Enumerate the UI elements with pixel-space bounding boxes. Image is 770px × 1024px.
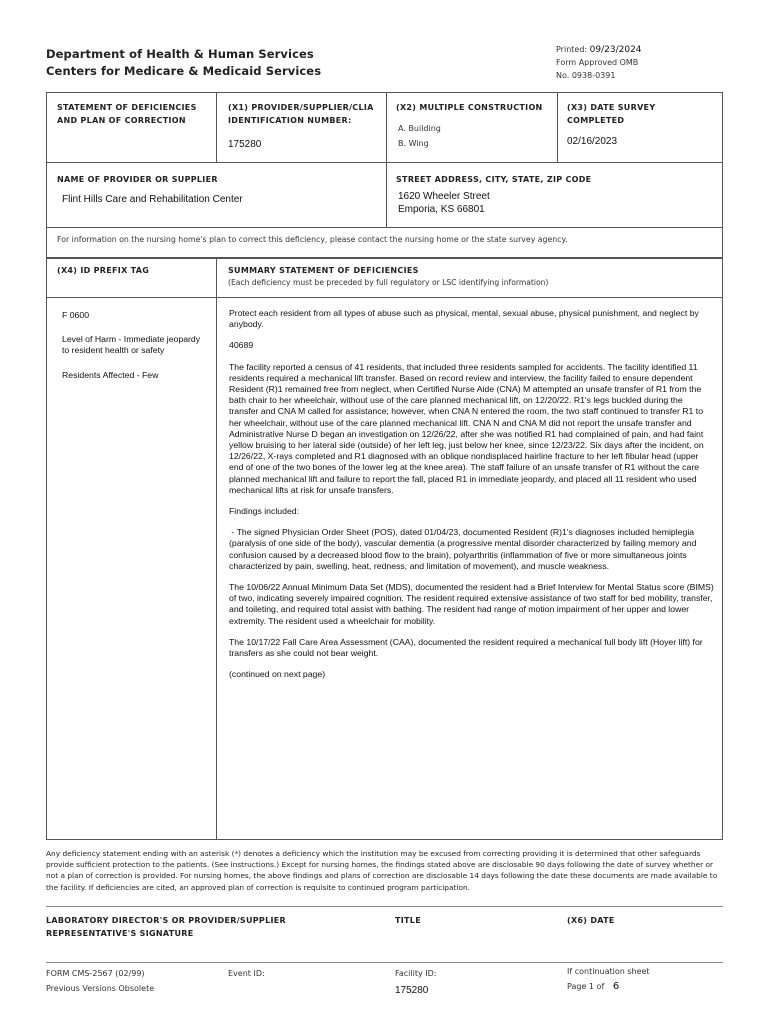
obsolete-note: Previous Versions Obsolete: [46, 984, 155, 993]
paragraph: Findings included:: [229, 506, 300, 517]
info-line: For information on the nursing home's plan to correct this deficiency, please contact the nursing home or the state survey agency.: [57, 235, 568, 244]
x1-value: 175280: [228, 139, 262, 150]
summary-sub: (Each deficiency must be preceded by full regulatory or LSC identifying information): [228, 278, 549, 287]
x2-building: A. Building: [398, 124, 441, 133]
paragraph: (continued on next page): [229, 669, 326, 680]
address-label: STREET ADDRESS, CITY, STATE, ZIP CODE: [396, 175, 592, 184]
form-approved: Form Approved OMB: [556, 58, 639, 67]
page-label: Page 1 of: [567, 982, 605, 991]
page-total: 6: [612, 981, 620, 992]
agency-name: Department of Health & Human Services: [46, 47, 314, 61]
facility-value: 175280: [395, 985, 429, 996]
continuation-note: If continuation sheet: [567, 967, 650, 976]
harm-level: Level of Harm - Immediate jeopardy to resident health or safety: [62, 334, 201, 356]
omb-number: No. 0938-0391: [556, 71, 616, 80]
paragraph: Protect each resident from all types of abuse such as physical, mental, sexual abuse, physical punishment, and neglect by anybody.: [229, 308, 699, 330]
x2-wing: B. Wing: [398, 139, 429, 148]
facility-label: Facility ID:: [395, 969, 437, 978]
x2-label: (X2) MULTIPLE CONSTRUCTION: [396, 103, 543, 112]
date-label: (X6) DATE: [567, 916, 615, 925]
summary-text: [229, 308, 714, 690]
x1-label: (X1) PROVIDER/SUPPLIER/CLIA IDENTIFICATION NUMBER:: [228, 103, 374, 125]
page-counter: [567, 981, 619, 992]
agency-subname: Centers for Medicare & Medicaid Services: [46, 64, 322, 78]
provider-value: Flint Hills Care and Rehabilitation Center: [62, 194, 243, 205]
printed-row: [556, 45, 642, 55]
address-line2: Emporia, KS 66801: [398, 204, 485, 215]
statement-label: STATEMENT OF DEFICIENCIES AND PLAN OF CORRECTION: [57, 103, 197, 125]
paragraph: The facility reported a census of 41 residents, that included three residents sampled for accidents. The facility identified 11 residents required a mechanical lift transfer. Based on record review and interview, the facility failed to ensure dependent Resident (R)1 remained free from neglect, when Certified Nurse Aide (CNA) M attempted an unsafe transfer of R1 from the bath chair to her wheelchair, without use of the care planned mechanical lift, on 12/20/22. R1's legs buckled during the transfer and CNA M called for assistance; however, when CNA N entered the room, the two staff continued to transfer R1 to her wheelchair, without use of the care planned mechanical lift. CNA N and CNA M did not report the unsafe transfer and Administrative Nurse D began an investigation on 12/26/22, after she was notified R1 had complained of pain, and had faint yellow bruising to her lateral side (outside) of her left leg, just below her knee, since 12/23/22. Six days after the incident, on 12/26/22, X-rays completed and R1 diagnosed with an oblique nondisplaced hairline fracture to her left fibular head (upper end of one of the two bones of the lower leg at the knee area). The staff failure of an unsafe transfer of R1 without the care planned mechanical lift and failure to report the fall, placed R1 in immediate jeopardy, and placed all 11 resident who used mechanical lifts at risk for unsafe transfers.: [229, 361, 704, 495]
x4-label: (X4) ID PREFIX TAG: [57, 266, 150, 275]
printed-date: 09/23/2024: [589, 45, 642, 55]
paragraph: 40689: [229, 340, 254, 351]
director-label: LABORATORY DIRECTOR'S OR PROVIDER/SUPPLIER REPRESENTATIVE'S SIGNATURE: [46, 916, 286, 938]
provider-label: NAME OF PROVIDER OR SUPPLIER: [57, 175, 218, 184]
residents-affected: Residents Affected - Few: [62, 369, 159, 380]
paragraph: - The signed Physician Order Sheet (POS), dated 01/04/23, documented Resident (R)1's diagnoses included hemiplegia (paralysis of one side of the body), vascular dementia (a progressive mental disorder characterized by failing memory and confusion caused by a decreased blood flow to the brain), polyarthritis (inflammation of five or more simultaneous joints characterized by pain, swelling, heat, redness, and limitation of movement), and muscle weakness.: [229, 527, 699, 571]
summary-label: SUMMARY STATEMENT OF DEFICIENCIES: [228, 266, 419, 275]
tag-column: [62, 310, 207, 381]
event-label: Event ID:: [228, 969, 265, 978]
tag-id: F 0600: [62, 310, 90, 320]
form-id: FORM CMS-2567 (02/99): [46, 969, 145, 978]
paragraph: The 10/17/22 Fall Care Area Assessment (CAA), documented the resident required a mechanical full body lift (Hoyer lift) for transfers as she could not bear weight.: [229, 636, 703, 659]
title-label: TITLE: [395, 916, 421, 925]
printed-label: Printed:: [556, 45, 588, 54]
x3-label: (X3) DATE SURVEY COMPLETED: [567, 103, 656, 125]
paragraph: The 10/06/22 Annual Minimum Data Set (MDS), documented the resident had a Brief Interview for Mental Status score (BIMS) of two, indicating severely impaired cognition. The resident required extensive assistance of two staff for bed mobility, transfer, and toileting, and required total assist with bathing. The resident had range of motion impairment of her upper and lower extremity. The resident used a wheelchair for mobility.: [229, 582, 714, 626]
address-line1: 1620 Wheeler Street: [398, 191, 490, 202]
disclaimer: Any deficiency statement ending with an asterisk (*) denotes a deficiency which the institution may be excused from correcting providing it is determined that other safeguards provide sufficient protection to the patients. (See instructions.) Except for nursing homes, the findings stated above are disclosable 90 days following the date of survey whether or not a plan of correction is provided. For nursing homes, the above findings and plans of correction are disclosable 14 days following the date these documents are made available to the facility. If deficiencies are cited, an approved plan of correction is requisite to continued program participation.: [46, 849, 718, 892]
x3-value: 02/16/2023: [567, 136, 618, 147]
